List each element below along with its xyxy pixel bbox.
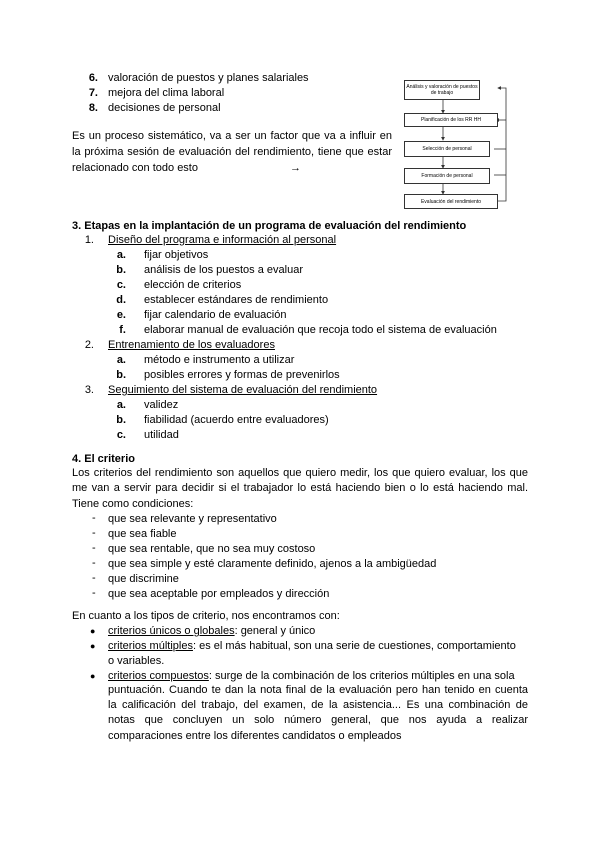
sub-letter: a. <box>116 249 126 261</box>
type-description-cont: o variables. <box>108 655 165 667</box>
paragraph-line: Tiene como condiciones: <box>72 498 194 510</box>
list-item-text: valoración de puestos y planes salariales <box>108 72 309 84</box>
list-number: 7. <box>88 87 98 99</box>
dash-bullet: - <box>92 572 96 584</box>
type-description: : surge de la combinación de los criterios múltiples en una sola <box>208 670 515 682</box>
type-description: : general y único <box>234 625 316 637</box>
diagram-box-analysis: Análisis y valoración de puestos de trabajo <box>404 80 480 100</box>
stage-number: 3. <box>84 384 94 396</box>
condition-item: que discrimine <box>108 573 179 585</box>
sub-letter: b. <box>116 369 126 381</box>
stage-title: Diseño del programa e información al personal <box>108 234 337 246</box>
condition-item: que sea fiable <box>108 528 177 540</box>
sub-letter: d. <box>116 294 126 306</box>
sub-item-text: establecer estándares de rendimiento <box>144 294 329 306</box>
arrow-right-icon: → <box>290 162 301 174</box>
stage-number: 1. <box>84 234 94 246</box>
sub-item-text: análisis de los puestos a evaluar <box>144 264 303 276</box>
type-item <box>108 639 528 654</box>
bullet-icon: ● <box>90 641 96 651</box>
sub-item-text: posibles errores y formas de prevenirlos <box>144 369 340 381</box>
condition-item: que sea simple y esté claramente definido, ajenos a la ambigüedad <box>108 558 437 570</box>
list-number: 8. <box>88 102 98 114</box>
sub-item-text: fijar calendario de evaluación <box>144 309 287 321</box>
type-term: criterios compuestos <box>108 670 209 682</box>
paragraph-line: Los criterios del rendimiento son aquellos que quiero medir, los que quiero evaluar, los que <box>72 467 528 479</box>
sub-item-text: utilidad <box>144 429 179 441</box>
sub-letter: c. <box>116 279 126 291</box>
paragraph-line: Es un proceso sistemático, va a ser un factor que va a influir en <box>72 130 392 142</box>
sub-letter: a. <box>116 354 126 366</box>
paragraph-line: la próxima sesión de evaluación del rendimiento, tiene que estar <box>72 146 392 158</box>
diagram-box-planning: Planificación de los RR HH <box>404 113 498 127</box>
sub-item-text: método e instrumento a utilizar <box>144 354 295 366</box>
diagram-box-evaluation: Evaluación del rendimiento <box>404 194 498 209</box>
sub-letter: c. <box>116 429 126 441</box>
type-item <box>108 624 315 639</box>
type-description-cont: la calificación del trabajo, del examen, de la asistencia... Es una combinación de <box>108 699 528 711</box>
condition-item: que sea rentable, que no sea muy costoso <box>108 543 316 555</box>
paragraph-line: me van a servir para decidir si el trabajador lo está haciendo bien o lo está haciendo mal. <box>72 482 528 494</box>
sub-letter: e. <box>116 309 126 321</box>
dash-bullet: - <box>92 542 96 554</box>
sub-letter: b. <box>116 264 126 276</box>
dash-bullet: - <box>92 527 96 539</box>
sub-item-text: fijar objetivos <box>144 249 209 261</box>
types-intro: En cuanto a los tipos de criterio, nos encontramos con: <box>72 610 340 622</box>
bullet-icon: ● <box>90 671 96 681</box>
list-number: 6. <box>88 72 98 84</box>
stage-title: Seguimiento del sistema de evaluación del rendimiento <box>108 384 378 396</box>
type-term: criterios múltiples <box>108 640 193 652</box>
condition-item: que sea aceptable por empleados y dirección <box>108 588 330 600</box>
dash-bullet: - <box>92 512 96 524</box>
paragraph-line: relacionado con todo esto <box>72 162 198 174</box>
type-item <box>108 669 515 684</box>
sub-item-text: fiabilidad (acuerdo entre evaluadores) <box>144 414 329 426</box>
list-item-text: mejora del clima laboral <box>108 87 225 99</box>
section-4-heading: 4. El criterio <box>72 453 135 465</box>
section-3-heading: 3. Etapas en la implantación de un programa de evaluación del rendimiento <box>72 220 467 232</box>
type-description: : es el más habitual, son una serie de cuestiones, comportamiento <box>192 640 516 652</box>
diagram-box-selection: Selección de personal <box>404 141 490 157</box>
type-term: criterios únicos o globales <box>108 625 235 637</box>
sub-letter: a. <box>116 399 126 411</box>
sub-item-text: elaborar manual de evaluación que recoja todo el sistema de evaluación <box>144 324 497 336</box>
list-item-text: decisiones de personal <box>108 102 221 114</box>
bullet-icon: ● <box>90 626 96 636</box>
diagram-box-training: Formación de personal <box>404 168 490 184</box>
dash-bullet: - <box>92 587 96 599</box>
dash-bullet: - <box>92 557 96 569</box>
type-description-cont: comparaciones entre los diferentes candidatos o empleados <box>108 730 402 742</box>
sub-letter: f. <box>119 324 126 336</box>
stage-title: Entrenamiento de los evaluadores <box>108 339 275 351</box>
sub-item-text: validez <box>144 399 179 411</box>
sub-letter: b. <box>116 414 126 426</box>
type-description-cont: puntuación. Cuando te dan la nota final de la evaluación pero han tenido en cuenta <box>108 684 528 696</box>
type-description-cont: notas que concluyen un solo número general, que nos ayuda a realizar <box>108 714 528 726</box>
sub-item-text: elección de criterios <box>144 279 242 291</box>
condition-item: que sea relevante y representativo <box>108 513 277 525</box>
stage-number: 2. <box>84 339 94 351</box>
